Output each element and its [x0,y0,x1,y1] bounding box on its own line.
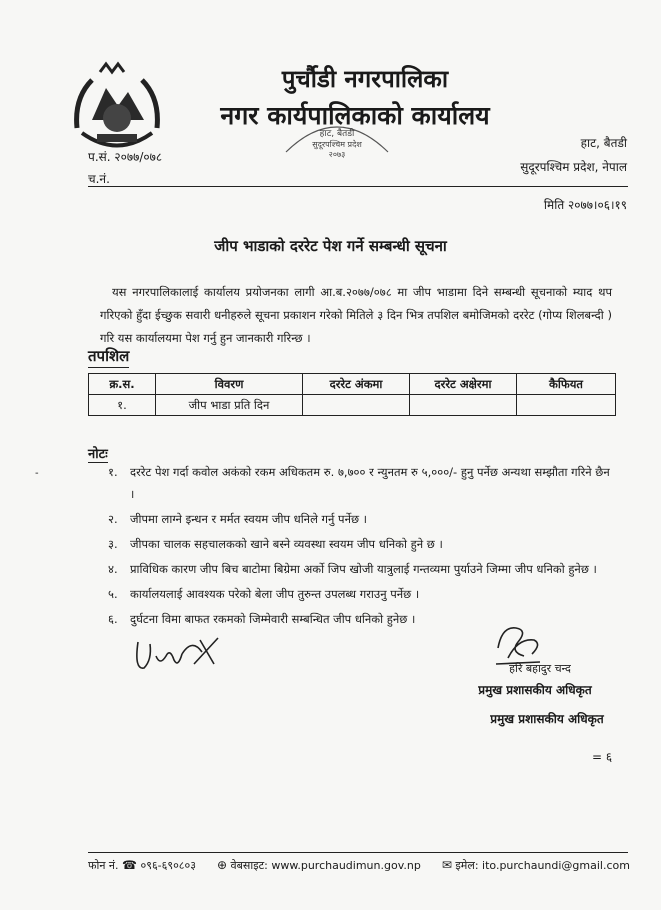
dispatch-number: च.नं. [88,172,110,186]
notice-date: मिति २०७७।०६।१९ [543,198,627,212]
office-stamp [282,112,392,160]
phone-label: फोन नं. [88,859,119,872]
list-item [108,508,616,530]
list-item [108,558,616,580]
website-label: वेबसाइट: [230,859,268,872]
stamp-line-2: सुदूरपश्चिम प्रदेश [312,140,362,149]
office-location: हाट, बैतडी [580,136,627,150]
signatory-title: प्रमुख प्रशासकीय अधिकृत [478,683,592,697]
column-header: दररेट अक्षेरमा [410,374,517,395]
website-link[interactable]: www.purchaudimun.gov.np [271,859,421,872]
email-link[interactable]: ito.purchaundi@gmail.com [482,859,630,872]
list-item-text: जीपमा लाग्ने इन्धन र मर्मत स्वयम जीप धनिले गर्नु पर्नेछ । [130,512,368,526]
province-country: सुदूरपश्चिम प्रदेश, नेपाल [520,160,627,174]
list-item-number: ३. [108,537,118,551]
reference-number: प.सं. २०७७/०७८ [88,150,163,164]
list-item-number: ४. [108,562,118,576]
notice-body: यस नगरपालिकालाई कार्यालय प्रयोजनका लागी आ.ब.२०७७/०७८ मा जीप भाडामा दिने सम्बन्धी सूचनाको म्याद थप गरिएको हुँदा ईच्छुक सवारी धनीहरुले सूचना प्रकाशन गरेको मितिले ३ दिन भित्र तपशिल बमोजिमको दररेट (गोप्य शिलबन्दी ) गरि यस कार्यालयमा पेश गर्नु हुन जानकारी गरिन्छ । [100,285,612,345]
signatory-name: हरि बहादुर चन्द [509,662,571,675]
table-cell: जीप भाडा प्रति दिन [156,395,303,416]
header-divider [88,186,628,187]
rate-table [88,373,616,416]
globe-icon: ⊕ [216,858,228,872]
list-item [108,533,616,555]
table-cell [410,395,517,416]
stamp-line-1: हाट, बैतडी [319,129,355,139]
list-item-text: जीपका चालक सहचालकको खाने बस्ने व्यवस्था स्वयम जीप धनिको हुने छ । [130,537,443,551]
notice-subject: जीप भाडाको दररेट पेश गर्ने सम्बन्धी सूचना [214,237,447,255]
list-item-number: ६. [108,612,118,626]
stamp-line-3: २०७३ [328,150,346,159]
municipality-name: पुर्चौडी नगरपालिका [281,65,449,93]
column-header: कैफियत [517,374,616,395]
list-item [108,461,616,505]
column-header: विवरण [156,374,303,395]
table-row [89,395,616,416]
list-item-text: कार्यालयलाई आवश्यक परेको बेला जीप तुरुन्त उपलब्ध गराउनु पर्नेछ । [130,587,420,601]
table-cell [303,395,410,416]
details-heading: तपशिल [88,346,129,368]
notes-list [108,461,616,633]
footer-contact [88,858,638,873]
notes-heading: नोटः [88,444,108,463]
footer-divider [88,852,628,853]
column-header: क्र.स. [89,374,156,395]
email-label: इमेल: [455,859,479,872]
list-item-text: दररेट पेश गर्दा कवोल अकंको रकम अधिकतम रु. ७,७०० र न्युनतम रु ५,०००/- हुनु पर्नेछ अन्यथा सम्झौता गरिने छैन । [130,465,610,501]
government-emblem-icon [62,58,172,158]
list-item-text: प्राविधिक कारण जीप बिच बाटोमा बिग्रेमा अर्को जिप खोजी यात्रुलाई गन्तव्यमा पुर्याउने जिम्मा जीप धनिको हुनेछ । [130,562,597,576]
list-item [108,583,616,605]
list-item-text: दुर्घटना विमा बाफत रकमको जिम्मेवारी सम्बन्धित जीप धनिको हुनेछ । [130,612,416,626]
email-icon: ✉ [441,858,452,872]
table-cell [517,395,616,416]
phone-icon: ☎ [122,858,137,872]
handwritten-signature-left [130,630,230,680]
list-item-number: ५. [108,587,118,601]
margin-mark: - [35,468,39,479]
signatory-title-stamp: प्रमुख प्रशासकीय अधिकृत [490,712,604,726]
phone-number: ०९६-६९०८०३ [140,859,196,872]
office-name: नगर कार्यपालिकाको कार्यालय [220,101,490,130]
list-item-number: २. [108,512,118,526]
table-header-row [89,374,616,395]
column-header: दररेट अंकमा [303,374,410,395]
table-cell: १. [89,395,156,416]
list-item-number: १. [108,465,118,479]
side-mark: = ६ [592,750,613,764]
